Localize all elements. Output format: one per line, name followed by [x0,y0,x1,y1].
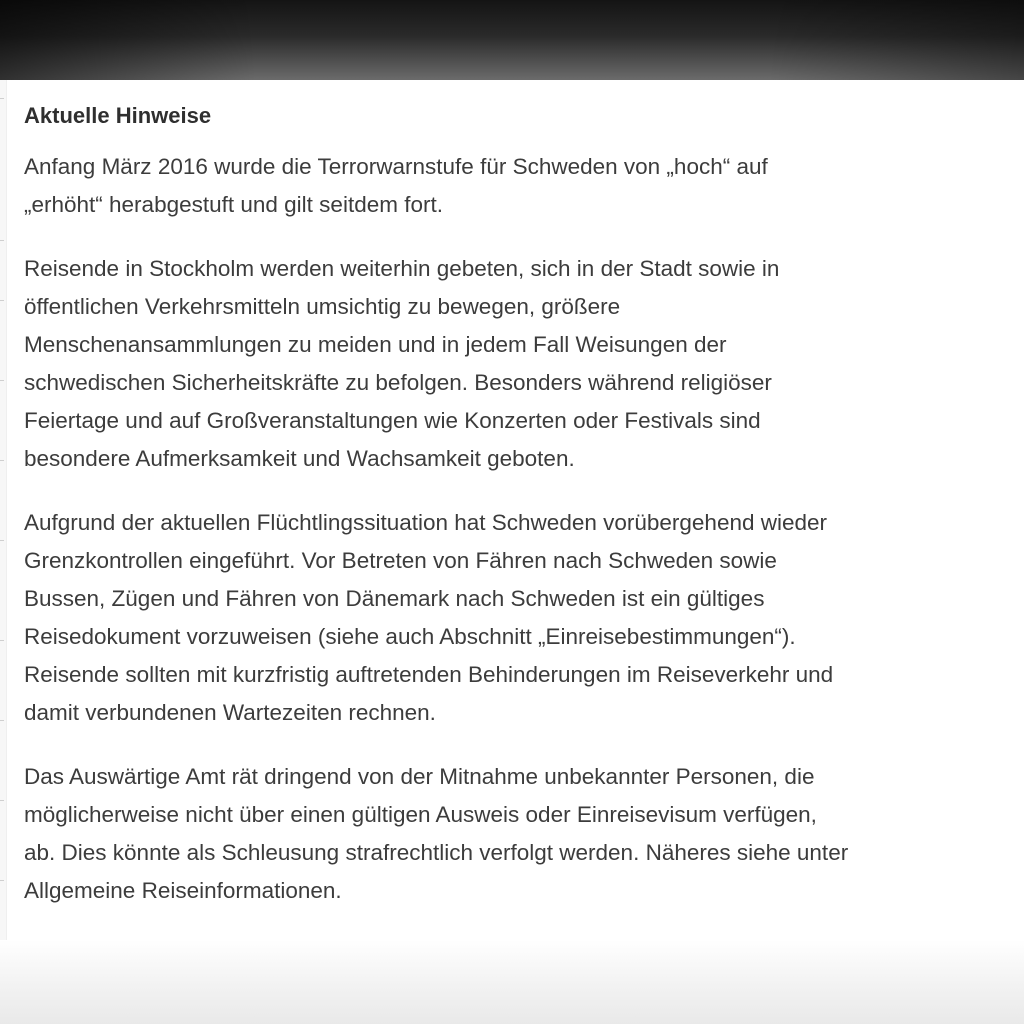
paragraph-line: Das Auswärtige Amt rät dringend von der Mitnahme unbekannter Personen, die [24,764,815,789]
margin-tick [0,880,4,881]
paragraph-line: Reisende in Stockholm werden weiterhin gebeten, sich in der Stadt sowie in [24,256,780,281]
article-content [24,80,1024,940]
margin-tick [0,460,4,461]
paragraph-line: damit verbundenen Wartezeiten rechnen. [24,700,436,725]
paragraph-line: schwedischen Sicherheitskräfte zu befolgen. Besonders während religiöser [24,370,772,395]
left-margin-strip [0,80,7,940]
paragraph-border-controls [24,504,1024,732]
margin-tick [0,720,4,721]
paragraph-line: Aufgrund der aktuellen Flüchtlingssituation hat Schweden vorübergehend wieder [24,510,828,535]
paragraph-line: „erhöht“ herabgestuft und gilt seitdem fort. [24,192,443,217]
top-shadow-band [0,0,1024,80]
paragraph-line: ab. Dies könnte als Schleusung strafrechtlich verfolgt werden. Näheres siehe unter [24,840,849,865]
paragraph-line: Reisende sollten mit kurzfristig auftretenden Behinderungen im Reiseverkehr und [24,662,834,687]
margin-tick [0,380,4,381]
paragraph-smuggling-warning [24,758,1024,910]
paragraph-line: Anfang März 2016 wurde die Terrorwarnstufe für Schweden von „hoch“ auf [24,154,768,179]
bottom-fade [0,940,1024,1024]
paragraph-line: besondere Aufmerksamkeit und Wachsamkeit geboten. [24,446,575,471]
paragraph-terror-warning [24,148,1024,224]
paragraph-line: Reisedokument vorzuweisen (siehe auch Abschnitt „Einreisebestimmungen“). [24,624,796,649]
paragraph-stockholm-advice [24,250,1024,478]
margin-tick [0,98,4,99]
margin-tick [0,300,4,301]
paragraph-line: Feiertage und auf Großveranstaltungen wie Konzerten oder Festivals sind [24,408,761,433]
paragraph-line: möglicherweise nicht über einen gültigen Ausweis oder Einreisevisum verfügen, [24,802,817,827]
paragraph-line: öffentlichen Verkehrsmitteln umsichtig zu bewegen, größere [24,294,621,319]
paragraph-line: Allgemeine Reiseinformationen. [24,878,342,903]
paragraph-line: Menschenansammlungen zu meiden und in jedem Fall Weisungen der [24,332,727,357]
margin-tick [0,540,4,541]
section-heading: Aktuelle Hinweise [24,103,212,128]
paragraph-line: Grenzkontrollen eingeführt. Vor Betreten von Fähren nach Schweden sowie [24,548,777,573]
margin-tick [0,800,4,801]
margin-tick [0,240,4,241]
margin-tick [0,640,4,641]
paragraph-line: Bussen, Zügen und Fähren von Dänemark nach Schweden ist ein gültiges [24,586,765,611]
